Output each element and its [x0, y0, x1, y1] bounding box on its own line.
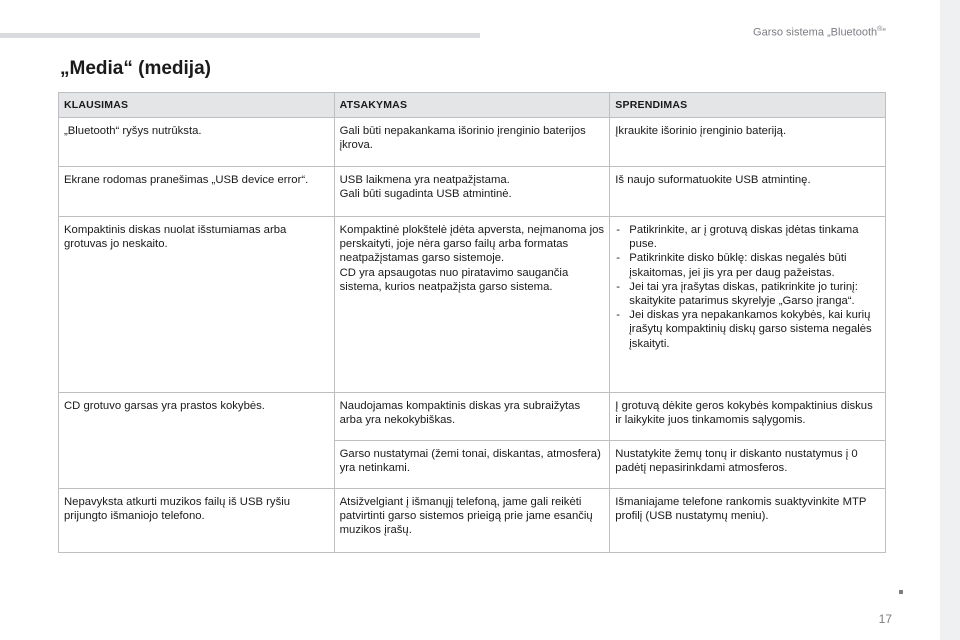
page-marker-dot — [899, 590, 903, 594]
table-row — [59, 167, 886, 217]
solution-cell: Įkraukite išorinio įrenginio bateriją. — [610, 118, 886, 167]
question-cell: CD grotuvo garsas yra prastos kokybės. — [59, 393, 335, 489]
list-item: - Patikrinkite, ar į grotuvą diskas įdėtas tinkama puse. — [615, 223, 880, 251]
list-item: - Jei diskas yra nepakankamos kokybės, kai kurių įrašytų kompaktinių diskų garso sistema negalės įskaityti. — [615, 308, 880, 351]
table-row — [59, 217, 886, 393]
question-cell: Kompaktinis diskas nuolat išstumiamas arba grotuvas jo neskaito. — [59, 217, 335, 393]
page-edge-strip — [940, 0, 960, 640]
answer-cell: Atsižvelgiant į išmanųjį telefoną, jame gali reikėti patvirtinti garso sistemos prieigą prie jame esančių muzikos įrašų. — [334, 489, 610, 553]
column-header-solution: SPRENDIMAS — [610, 93, 886, 118]
question-cell: Ekrane rodomas pranešimas „USB device error“. — [59, 167, 335, 217]
section-title: „Media“ (medija) — [60, 58, 211, 79]
answer-cell: Naudojamas kompaktinis diskas yra subraižytas arba yra nekokybiškas. — [334, 393, 610, 441]
header-rule — [0, 33, 480, 38]
list-item: - Jei tai yra įrašytas diskas, patikrinkite jo turinį: skaitykite patarimus skyrelyje „Garso įranga“. — [615, 280, 880, 308]
faq-table — [58, 92, 886, 553]
solution-cell: Išmaniajame telefone rankomis suaktyvinkite MTP profilį (USB nustatymų meniu). — [610, 489, 886, 553]
answer-line: Kompaktinė plokštelė įdėta apversta, neįmanoma jos perskaityti, joje nėra garso failų arba formatas neatpažįstamas garso sistemoje. — [339, 224, 605, 265]
solution-list — [615, 223, 880, 351]
table-row — [59, 489, 886, 553]
list-item: - Patikrinkite disko būklę: diskas negalės būti įskaitomas, jei jis yra per daug pažeistas. — [615, 251, 880, 279]
question-cell: Nepavyksta atkurti muzikos failų iš USB ryšiu prijungto išmaniojo telefono. — [59, 489, 335, 553]
solution-cell: Iš naujo suformatuokite USB atmintinę. — [610, 167, 886, 217]
solution-cell: Nustatykite žemų tonų ir diskanto nustatymus į 0 padėtį nepasirinkdami atmosferos. — [610, 441, 886, 489]
question-cell: „Bluetooth“ ryšys nutrūksta. — [59, 118, 335, 167]
column-header-question: KLAUSIMAS — [59, 93, 335, 118]
table-header-row — [59, 93, 886, 118]
trademark-sign: ® — [877, 26, 883, 33]
answer-cell: Gali būti nepakankama išorinio įrenginio baterijos įkrova. — [334, 118, 610, 167]
table-row — [59, 393, 886, 441]
solution-cell: Į grotuvą dėkite geros kokybės kompaktinius diskus ir laikykite juos tinkamomis sąlygomis. — [610, 393, 886, 441]
answer-cell: Garso nustatymai (žemi tonai, diskantas, atmosfera) yra netinkami. — [334, 441, 610, 489]
answer-line: USB laikmena yra neatpažįstama. — [339, 174, 510, 186]
answer-cell — [334, 167, 610, 217]
page-number: 17 — [878, 612, 892, 626]
chapter-header: Garso sistema „Bluetooth®“ — [753, 26, 886, 39]
column-header-answer: ATSAKYMAS — [334, 93, 610, 118]
answer-line: CD yra apsaugotas nuo piratavimo saugančia sistema, kurios neatpažįsta garso sistema. — [339, 266, 569, 293]
solution-cell — [610, 217, 886, 393]
answer-line: Gali būti sugadinta USB atmintinė. — [339, 188, 512, 201]
table-row — [59, 118, 886, 167]
answer-cell — [334, 217, 610, 393]
